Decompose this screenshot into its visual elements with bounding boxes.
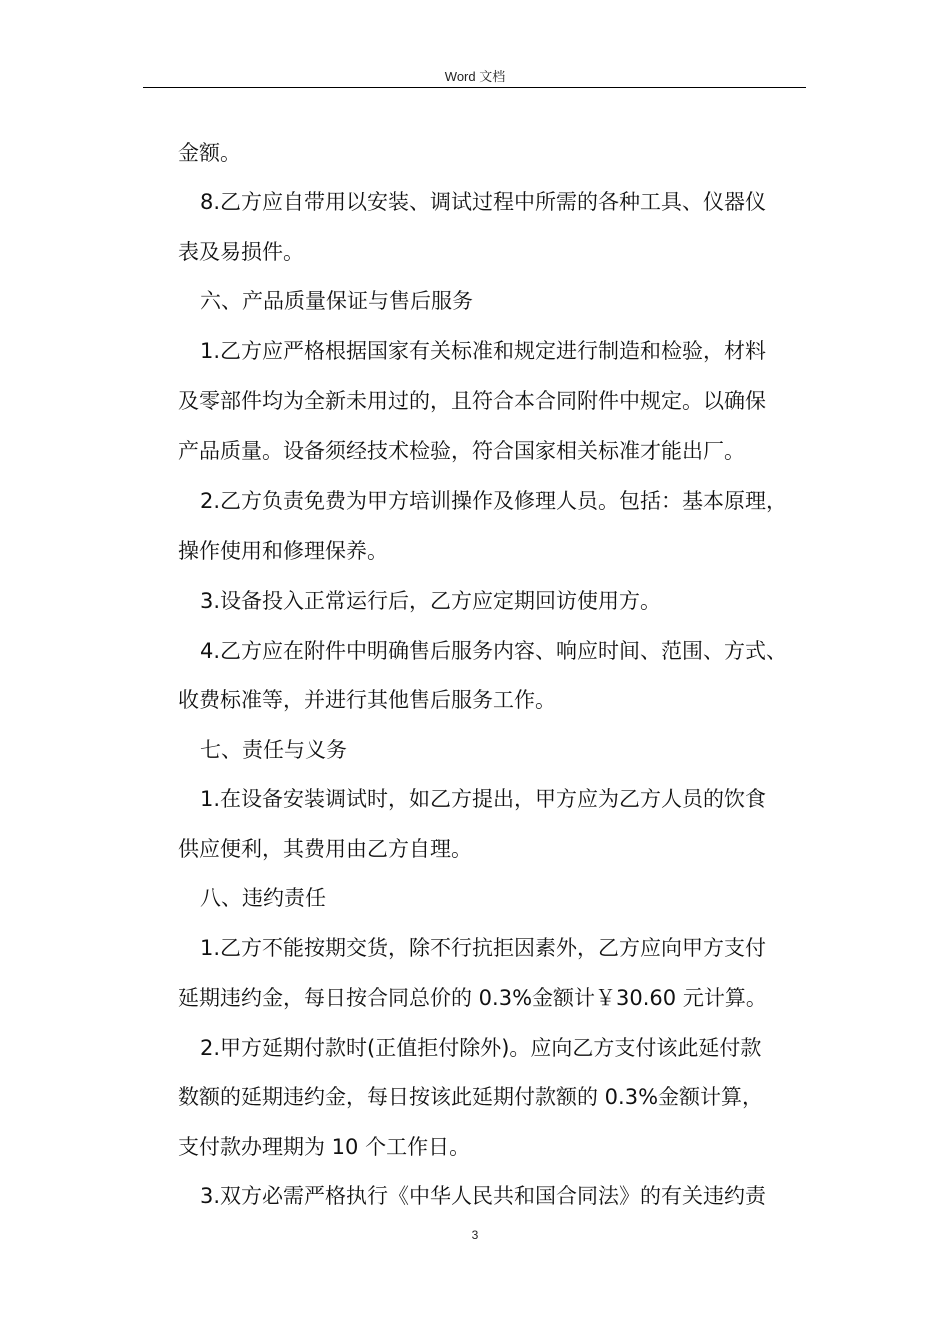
text-line: 数额的延期违约金，每日按该此延期付款额的 0.3%金额计算，: [178, 1085, 764, 1109]
page-number: 3: [471, 1228, 479, 1242]
text-line: 1.乙方应严格根据国家有关标准和规定进行制造和检验，材料: [200, 339, 767, 363]
text-line: 及零部件均为全新未用过的，且符合本合同附件中规定。以确保: [178, 389, 766, 413]
section-heading: 八、违约责任: [200, 886, 326, 910]
text-line: 延期违约金，每日按合同总价的 0.3%金额计￥30.60 元计算。: [178, 986, 767, 1010]
section-heading: 七、责任与义务: [200, 738, 347, 762]
text-line: 产品质量。设备须经技术检验，符合国家相关标准才能出厂。: [178, 439, 745, 463]
text-line: 操作使用和修理保养。: [178, 539, 388, 563]
text-line: 4.乙方应在附件中明确售后服务内容、响应时间、范围、方式、: [200, 639, 788, 663]
header-divider: [143, 87, 806, 88]
text-line: 2.乙方负责免费为甲方培训操作及修理人员。包括：基本原理，: [200, 489, 788, 513]
text-line: 1.乙方不能按期交货，除不行抗拒因素外，乙方应向甲方支付: [200, 936, 767, 960]
page-header-title: Word 文档: [444, 69, 506, 84]
text-line: 支付款办理期为 10 个工作日。: [178, 1135, 471, 1159]
text-line: 金额。: [178, 141, 241, 165]
section-heading: 六、产品质量保证与售后服务: [200, 289, 473, 313]
text-line: 2.甲方延期付款时(正值拒付除外)。应向乙方支付该此延付款: [200, 1036, 762, 1060]
text-line: 3.双方必需严格执行《中华人民共和国合同法》的有关违约责: [200, 1184, 767, 1208]
text-line: 收费标准等，并进行其他售后服务工作。: [178, 688, 556, 712]
text-line: 8.乙方应自带用以安装、调试过程中所需的各种工具、仪器仪: [200, 190, 767, 214]
text-line: 表及易损件。: [178, 240, 304, 264]
text-line: 供应便利，其费用由乙方自理。: [178, 837, 472, 861]
text-line: 1.在设备安装调试时，如乙方提出，甲方应为乙方人员的饮食: [200, 787, 767, 811]
text-line: 3.设备投入正常运行后，乙方应定期回访使用方。: [200, 589, 662, 613]
